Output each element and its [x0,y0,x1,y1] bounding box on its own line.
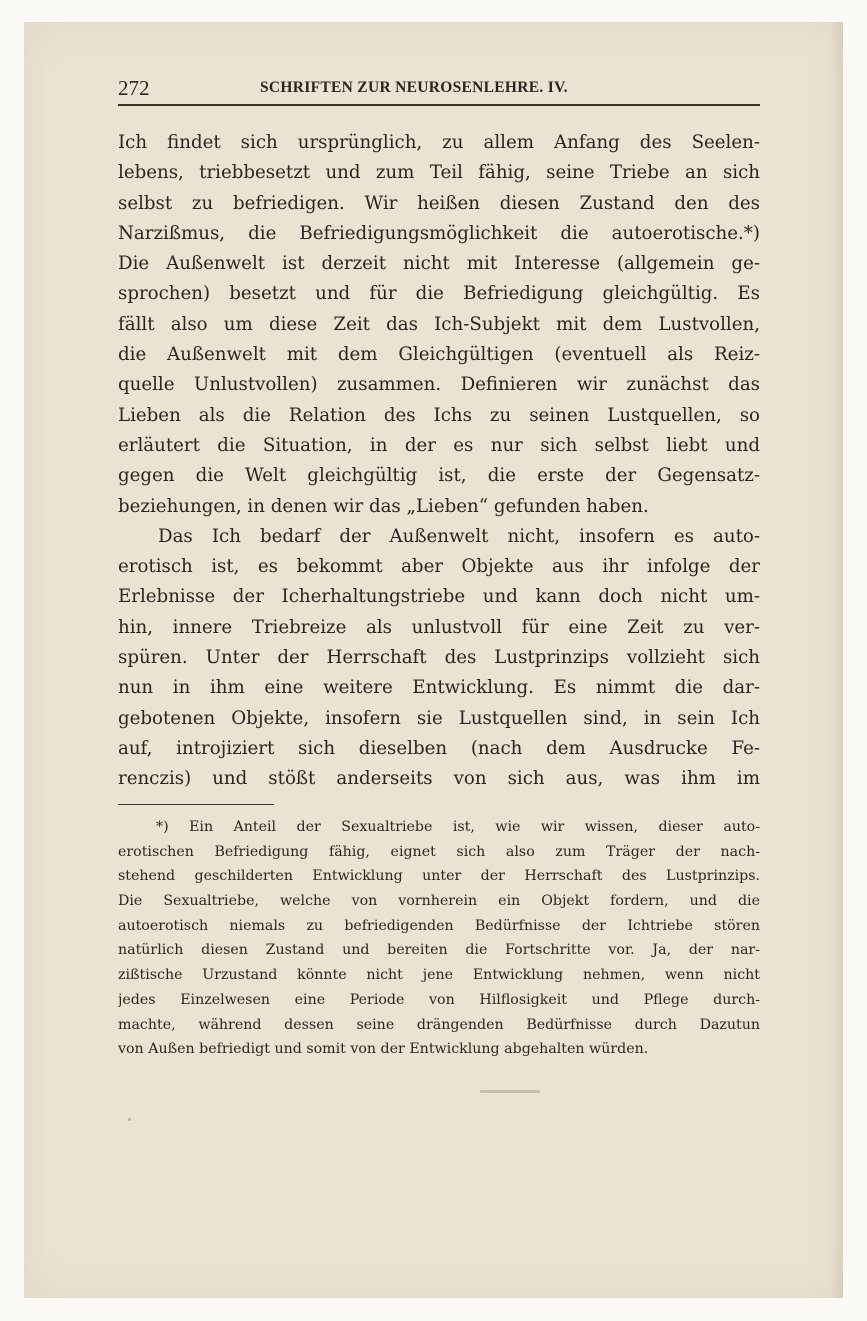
footnote-line: von Außen befriedigt und somit von der Entwicklung abgehalten würden. [118,1041,649,1058]
footnote-line: stehend geschilderten Entwicklung unter der Herrschaft des Lustprinzips. [118,868,760,885]
footnote [118,815,760,1062]
ink-dot [128,1118,131,1121]
footnote-rule [118,804,274,805]
body-line: erläutert die Situation, in der es nur sich selbst liebt und [118,434,760,456]
body-line: erotisch ist, es bekommt aber Objekte aus ihr infolge der [118,556,760,578]
body-line: hin, innere Triebreize als unlustvoll für eine Zeit zu ver- [118,616,760,638]
body-line: lebens, triebbesetzt und zum Teil fähig, seine Triebe an sich [118,162,760,184]
body-line: Ich findet sich ursprünglich, zu allem Anfang des Seelen- [118,132,760,153]
footnote-line: zißtische Urzustand könnte nicht jene Entwicklung nehmen, wenn nicht [118,967,760,984]
footnote-line: *) Ein Anteil der Sexualtriebe ist, wie wir wissen, dieser auto- [156,819,760,835]
footnote-line: machte, während dessen seine drängenden Bedürfnisse durch Dazutun [118,1016,760,1033]
body-line: Die Außenwelt ist derzeit nicht mit Interesse (allgemein ge- [118,253,760,275]
body-line: die Außenwelt mit dem Gleichgültigen (eventuell als Reiz- [118,344,760,366]
body-line: spüren. Unter der Herrschaft des Lustprinzips vollzieht sich [118,647,760,669]
body-line: gebotenen Objekte, insofern sie Lustquellen sind, in sein Ich [118,707,760,729]
footnote-line: erotischen Befriedigung fähig, eignet sich also zum Träger der nach- [118,843,760,860]
body-line: beziehungen, in denen wir das „Lieben“ gefunden haben. [118,495,649,517]
page-number: 272 [118,76,150,100]
ink-smudge [480,1090,540,1093]
body-line: quelle Unlustvollen) zusammen. Definieren wir zunächst das [118,374,760,396]
body-line: nun in ihm eine weitere Entwicklung. Es nimmt die dar- [118,677,760,699]
running-head: SCHRIFTEN ZUR NEUROSENLEHRE. IV. [260,79,568,96]
body-line: Erlebnisse der Icherhaltungstriebe und kann doch nicht um- [118,586,760,608]
footnote-line: autoerotisch niemals zu befriedigenden Bedürfnisse der Ichtriebe stören [118,917,760,934]
body-line: Narzißmus, die Befriedigungsmöglichkeit die autoerotische.*) [118,222,760,244]
body-text [118,128,760,795]
page-edge-shadow [829,22,843,1298]
body-line: Das Ich bedarf der Außenwelt nicht, insofern es auto- [158,525,760,547]
body-line: Lieben als die Relation des Ichs zu seinen Lustquellen, so [118,404,760,426]
footnote-line: natürlich diesen Zustand und bereiten die Fortschritte vor. Ja, der nar- [118,942,760,959]
page-header [118,74,760,106]
body-line: fällt also um diese Zeit das Ich-Subjekt mit dem Lustvollen, [118,313,760,335]
body-line: gegen die Welt gleichgültig ist, die erste der Gegensatz- [118,465,760,487]
body-line: renczis) und stößt anderseits von sich aus, was ihm im [118,768,760,790]
footnote-line: jedes Einzelwesen eine Periode von Hilflosigkeit und Pflege durch- [118,991,760,1008]
body-line: selbst zu befriedigen. Wir heißen diesen Zustand den des [118,192,760,214]
body-line: auf, introjiziert sich dieselben (nach dem Ausdrucke Fe- [118,737,760,759]
footnote-line: Die Sexualtriebe, welche von vornherein ein Objekt fordern, und die [118,893,760,910]
body-line: sprochen) besetzt und für die Befriedigung gleichgültig. Es [118,283,760,305]
